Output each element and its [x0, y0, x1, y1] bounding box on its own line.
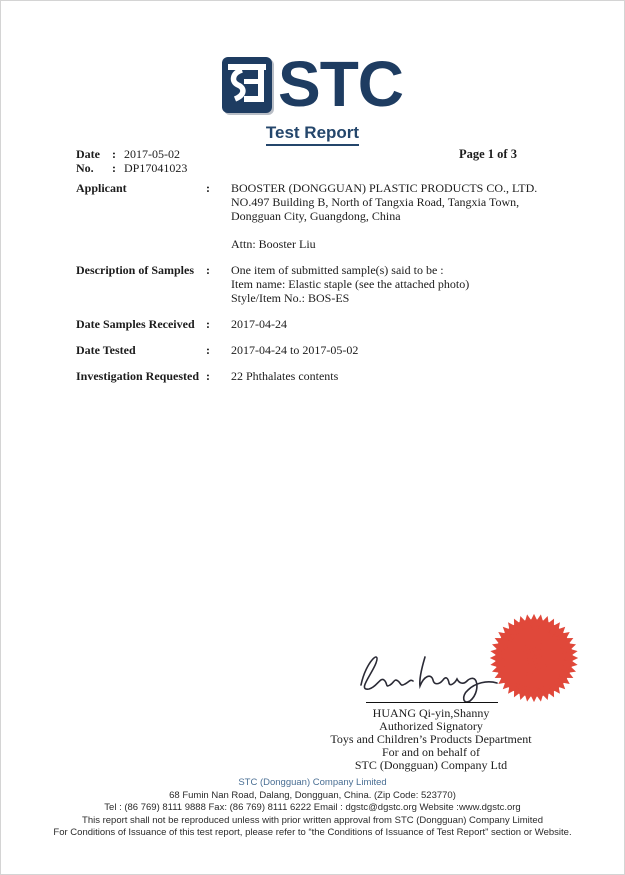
date-tested-value: 2017-04-24 to 2017-05-02 [231, 343, 359, 357]
sample-description-1: One item of submitted sample(s) said to be : [231, 263, 444, 277]
meta-date-row [76, 147, 187, 161]
report-fields [76, 181, 566, 395]
applicant-address-1: NO.497 Building B, North of Tangxia Road, Tangxia Town, [231, 195, 520, 209]
field-label: Date Samples Received [76, 317, 195, 331]
signatory-block [321, 707, 541, 772]
field-label: Description of Samples [76, 263, 194, 277]
field-label: Investigation Requested [76, 369, 200, 383]
field-description-of-samples [76, 263, 566, 305]
footer-contacts: Tel : (86 769) 8111 9888 Fax: (86 769) 8111 6222 Email : dgstc@dgstc.org Website :www.dgstc.org [104, 802, 521, 814]
report-no-value: DP17041023 [124, 161, 188, 175]
signatory-department: Toys and Children’s Products Department [330, 732, 532, 746]
stc-monogram-icon [222, 57, 272, 113]
signatory-name: HUANG Qi-yin,Shanny [372, 706, 490, 720]
spacer-line [231, 223, 566, 237]
sample-description-3: Style/Item No.: BOS-ES [231, 291, 350, 305]
field-date-samples-received [76, 317, 566, 331]
field-value [231, 369, 566, 383]
footer-disclaimer-2: For Conditions of Issuance of this test report, please refer to “the Conditions of Issuance of Test Report” section or Website. [53, 827, 572, 839]
header-logo [1, 48, 624, 120]
date-samples-received-value: 2017-04-24 [231, 317, 287, 331]
colon: : [206, 369, 210, 383]
date-value: 2017-05-02 [124, 147, 180, 161]
applicant-attn: Attn: Booster Liu [231, 237, 316, 251]
behalf-line-1: For and on behalf of [382, 745, 480, 759]
company-seal-stamp-icon [487, 611, 581, 705]
report-no-label: No. [76, 161, 94, 175]
field-applicant [76, 181, 566, 251]
colon: : [112, 161, 116, 175]
field-label: Applicant [76, 181, 127, 195]
colon: : [112, 147, 116, 161]
field-label: Date Tested [76, 343, 136, 357]
sample-description-2: Item name: Elastic staple (see the attached photo) [231, 277, 470, 291]
field-investigation-requested [76, 369, 566, 383]
behalf-line-2: STC (Dongguan) Company Ltd [354, 758, 508, 772]
applicant-name: BOOSTER (DONGGUAN) PLASTIC PRODUCTS CO., LTD. [231, 181, 538, 195]
field-value [231, 343, 566, 357]
footer-disclaimer-1: This report shall not be reproduced unless with prior written approval from STC (Dongguan) Company Limited [82, 814, 543, 826]
page-title: Test Report [266, 123, 359, 146]
logo-text: STC [278, 48, 403, 120]
meta-no-row [76, 161, 187, 175]
colon: : [206, 181, 210, 195]
field-value [231, 263, 566, 305]
stc-logo-mark-icon [222, 57, 272, 113]
colon: : [206, 343, 210, 357]
footer-company-name: STC (Dongguan) Company Limited [238, 777, 387, 788]
date-label: Date [76, 147, 100, 161]
colon: : [206, 263, 210, 277]
field-value [231, 317, 566, 331]
colon: : [206, 317, 210, 331]
signature-script-icon [349, 643, 504, 707]
footer-address: 68 Fumin Nan Road, Dalang, Dongguan, China. (Zip Code: 523770) [169, 789, 456, 801]
field-date-tested [76, 343, 566, 357]
stamp-ring-text: · STC (DONGGUAN) COMPANY LIMITED [498, 622, 570, 695]
signature-underline [366, 702, 498, 703]
page-number: Page 1 of 3 [459, 147, 517, 161]
investigation-requested-value: 22 Phthalates contents [231, 369, 339, 383]
applicant-address-2: Dongguan City, Guangdong, China [231, 209, 401, 223]
report-footer [1, 777, 624, 840]
report-meta [76, 147, 187, 175]
signatory-role: Authorized Signatory [379, 719, 483, 733]
field-value [231, 181, 566, 251]
